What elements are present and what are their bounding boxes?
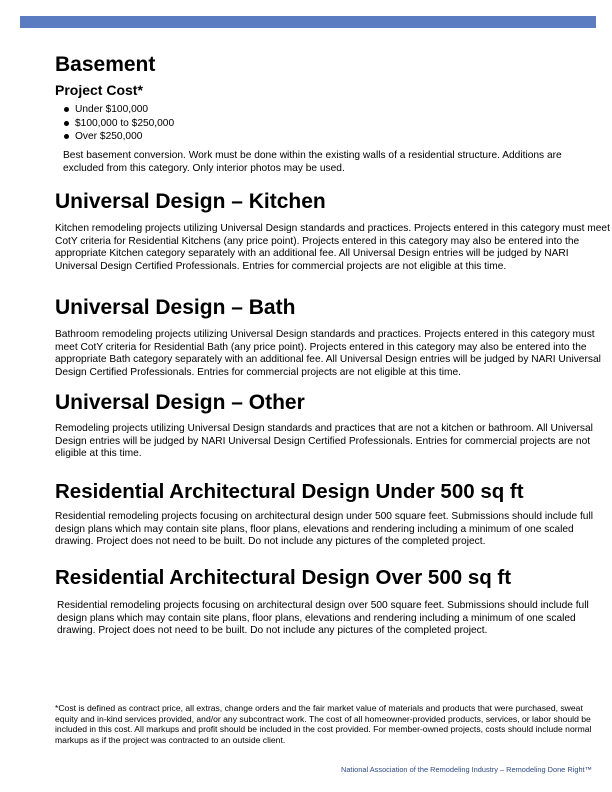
basement-title: Basement bbox=[55, 53, 156, 76]
section-body-arch-under-500: Residential remodeling projects focusing on architectural design under 500 square feet. Submissions should include full design plans which may contain site plans, floor plans, elevations and rendering including a minimum of one scaled drawing. Project does not need to be built. Do not include any pictures of the completed project. bbox=[55, 511, 593, 548]
section-title-ud-other: Universal Design – Other bbox=[55, 391, 305, 414]
section-title-ud-bath: Universal Design – Bath bbox=[55, 296, 296, 319]
list-item: Over $250,000 bbox=[55, 130, 174, 144]
list-item: Under $100,000 bbox=[55, 103, 174, 117]
project-cost-list bbox=[55, 103, 174, 144]
section-title-arch-under-500: Residential Architectural Design Under 500 sq ft bbox=[55, 480, 524, 503]
cost-footnote: *Cost is defined as contract price, all extras, change orders and the fair market value of materials and products that were purchased, sweat equity and in-kind services provided, and/or any subcontract work. The cost of all homeowner-provided products, services, or labor should be included in this cost. All markups and profit should be included in the cost provided. For member-owned projects, costs should include normal markups as if the project was contracted to an outside client. bbox=[55, 703, 592, 745]
section-body-arch-over-500: Residential remodeling projects focusing on architectural design over 500 square feet. Submissions should include full design plans which may contain site plans, floor plans, elevations and rendering including a minimum of one scaled drawing. Project does not need to be built. Do not include any pictures of the completed project. bbox=[57, 600, 589, 637]
basement-description: Best basement conversion. Work must be done within the existing walls of a residential structure. Additions are excluded from this category. Only interior photos may be used. bbox=[63, 150, 562, 174]
project-cost-label: Project Cost* bbox=[55, 82, 143, 98]
section-title-arch-over-500: Residential Architectural Design Over 500 sq ft bbox=[55, 566, 512, 589]
section-title-ud-kitchen: Universal Design – Kitchen bbox=[55, 190, 326, 213]
section-body-ud-kitchen: Kitchen remodeling projects utilizing Universal Design standards and practices. Projects entered in this category must meet CotY criteria for Residential Kitchens (any price point). Projects entered in this category may also be entered into the appropriate Kitchen category separately with an additional fee. All Universal Design entries will be judged by NARI Universal Design Certified Professionals. Entries for commercial projects are not eligible at this time. bbox=[55, 223, 610, 272]
page-footer: National Association of the Remodeling Industry – Remodeling Done Right™ bbox=[340, 765, 592, 774]
list-item: $100,000 to $250,000 bbox=[55, 117, 174, 131]
section-body-ud-other: Remodeling projects utilizing Universal Design standards and practices that are not a kitchen or bathroom. All Universal Design entries will be judged by NARI Universal Design Certified Professionals. Entries for commercial projects are not eligible at this time. bbox=[55, 423, 593, 460]
section-body-ud-bath: Bathroom remodeling projects utilizing Universal Design standards and practices. Projects entered in this category must meet CotY criteria for Residential Bath (any price point). Projects entered in this category may also be entered into the appropriate Bath category separately with an additional fee. All Universal Design entries will be judged by NARI Universal Design Certified Professionals. Entries for commercial projects are not eligible at this time. bbox=[55, 329, 601, 378]
header-accent-bar bbox=[20, 16, 596, 28]
